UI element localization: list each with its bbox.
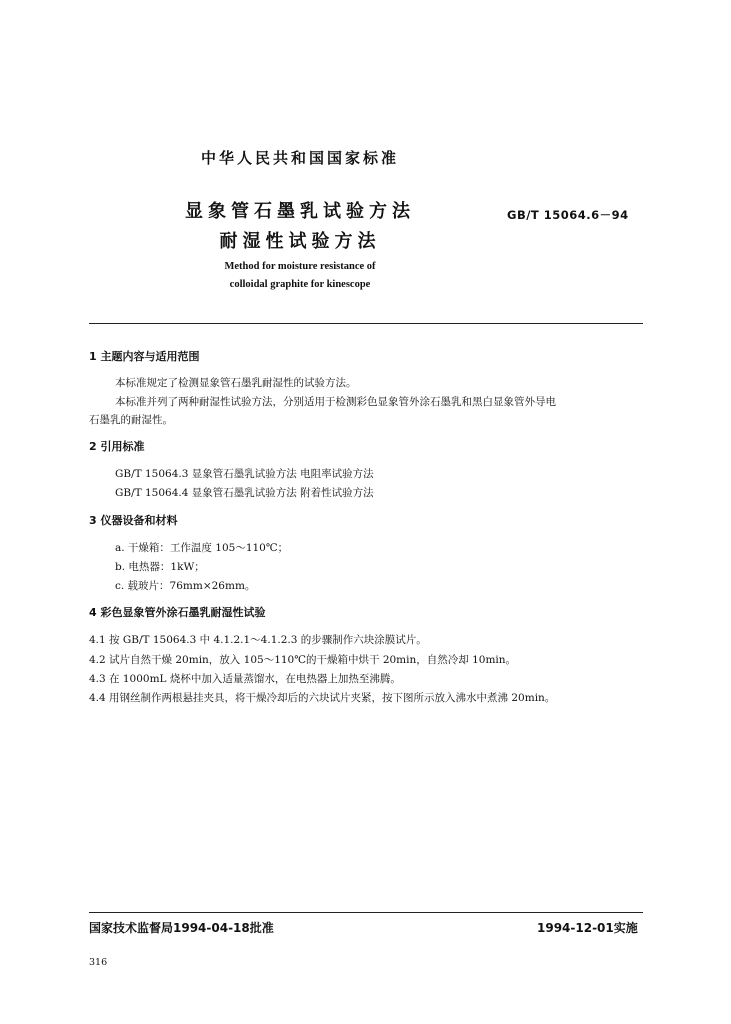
header-divider xyxy=(89,323,643,324)
clause-4-4: 4.4 用钢丝制作两根悬挂夹具，将干燥冷却后的六块试片夹紧，按下图所示放入沸水中煮沸 20min。 xyxy=(89,692,556,704)
reference-1: GB/T 15064.3 显象管石墨乳试验方法 电阻率试验方法 xyxy=(115,468,374,480)
national-standard-heading: 中华人民共和国国家标准 xyxy=(200,149,399,167)
clause-4-1: 4.1 按 GB/T 15064.3 中 4.1.2.1～4.1.2.3 的步骤制作六块涂膜试片。 xyxy=(89,634,427,646)
title-line-1: 显象管石墨乳试验方法 xyxy=(185,201,415,222)
approval-statement: 国家技术监督局1994-04-18批准 xyxy=(89,921,274,935)
section-1-paragraph-2-line-1: 本标准并列了两种耐湿性试验方法，分别适用于检测彩色显象管外涂石墨乳和黑白显象管外导电 xyxy=(115,396,556,408)
reference-2: GB/T 15064.4 显象管石墨乳试验方法 附着性试验方法 xyxy=(115,487,374,499)
section-3-heading: 3 仪器设备和材料 xyxy=(89,514,178,527)
page-number: 316 xyxy=(89,957,108,968)
english-title-line-1: Method for moisture resistance of xyxy=(224,261,376,272)
section-1-heading: 1 主题内容与适用范围 xyxy=(89,350,200,363)
clause-4-3: 4.3 在 1000mL 烧杯中加入适量蒸馏水，在电热器上加热至沸腾。 xyxy=(89,673,401,685)
equipment-item-b: b. 电热器：1kW； xyxy=(115,561,205,573)
clause-4-2: 4.2 试片自然干燥 20min，放入 105～110℃的干燥箱中烘干 20min，自然冷却 10min。 xyxy=(89,654,517,666)
footer-divider xyxy=(89,912,643,913)
section-4-heading: 4 彩色显象管外涂石墨乳耐湿性试验 xyxy=(89,606,266,619)
equipment-item-a: a. 干燥箱：工作温度 105～110℃； xyxy=(115,542,289,554)
section-2-heading: 2 引用标准 xyxy=(89,440,145,453)
standard-code: GB/T 15064.6－94 xyxy=(507,208,629,222)
section-1-paragraph-2-line-2: 石墨乳的耐湿性。 xyxy=(89,414,173,426)
equipment-item-c: c. 载玻片：76mm×26mm。 xyxy=(115,580,256,592)
title-line-2: 耐湿性试验方法 xyxy=(219,231,381,252)
implementation-date: 1994-12-01实施 xyxy=(537,921,638,935)
section-1-paragraph-1: 本标准规定了检测显象管石墨乳耐湿性的试验方法。 xyxy=(115,377,357,389)
english-title-line-2: colloidal graphite for kinescope xyxy=(229,279,371,290)
